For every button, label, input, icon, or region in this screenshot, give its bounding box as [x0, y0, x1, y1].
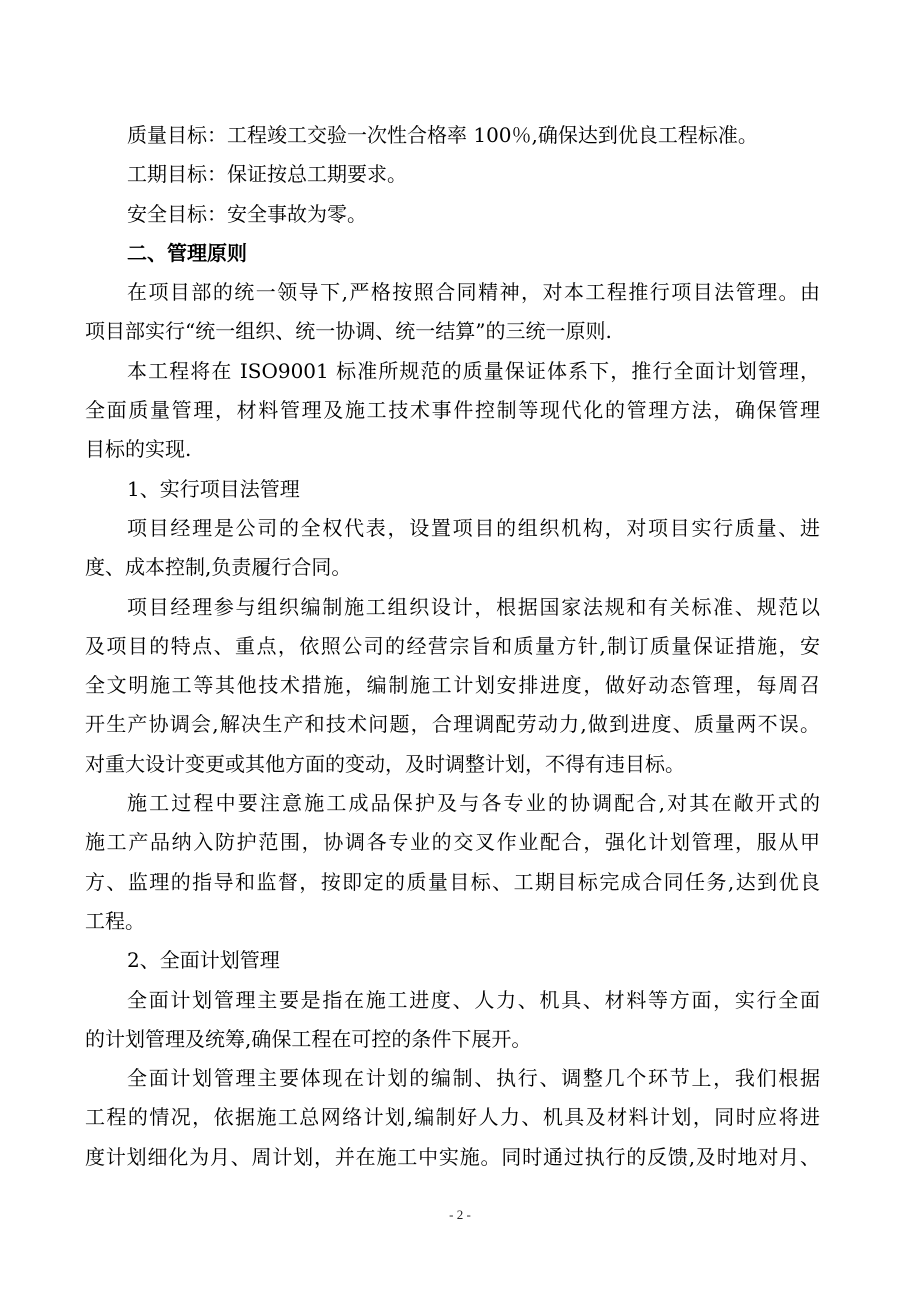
- paragraph-line: 开生产协调会,解决生产和技术问题，合理调配劳动力,做到进度、质量两不误。: [85, 712, 820, 737]
- paragraph-line: 对重大设计变更或其他方面的变动，及时调整计划，不得有违目标。: [85, 751, 685, 776]
- paragraph-line: 项目部实行“统一组织、统一协调、统一结算”的三统一原则.: [85, 319, 612, 344]
- paragraph-line: 方、监理的指导和监督，按即定的质量目标、工期目标完成合同任务,达到优良: [85, 869, 820, 894]
- schedule-goal-line: 工期目标：保证按总工期要求。: [127, 162, 407, 187]
- paragraph-line: 本工程将在 ISO9001 标准所规范的质量保证体系下，推行全面计划管理，: [127, 358, 820, 383]
- subsection-heading-project-management: 1、实行项目法管理: [127, 476, 300, 501]
- subsection-heading-overall-planning: 2、全面计划管理: [127, 948, 280, 973]
- paragraph-line: 工程的情况，依据施工总网络计划,编制好人力、机具及材料计划，同时应将进: [85, 1105, 820, 1130]
- page-number: - 2 -: [449, 1207, 471, 1222]
- paragraph-line: 及项目的特点、重点，依照公司的经营宗旨和质量方针,制订质量保证措施，安: [85, 633, 820, 658]
- paragraph-line: 全面计划管理主要是指在施工进度、人力、机具、材料等方面，实行全面: [127, 987, 820, 1012]
- paragraph-line: 工程。: [85, 908, 145, 933]
- paragraph-line: 全面质量管理，材料管理及施工技术事件控制等现代化的管理方法，确保管理: [85, 398, 820, 423]
- paragraph-line: 目标的实现.: [85, 437, 192, 462]
- document-body: [85, 116, 820, 1177]
- paragraph-line: 施工过程中要注意施工成品保护及与各专业的协调配合,对其在敞开式的: [127, 791, 820, 816]
- paragraph-line: 度、成本控制,负责履行合同。: [85, 555, 352, 580]
- section-heading-management-principles: 二、管理原则: [127, 240, 247, 265]
- paragraph-line: 在项目部的统一领导下,严格按照合同精神，对本工程推行项目法管理。由: [127, 280, 820, 305]
- safety-goal-line: 安全目标：安全事故为零。: [127, 201, 367, 226]
- paragraph-line: 项目经理是公司的全权代表，设置项目的组织机构，对项目实行质量、进: [127, 515, 820, 540]
- quality-goal-line: 质量目标：工程竣工交验一次性合格率 100％,确保达到优良工程标准。: [127, 123, 758, 147]
- paragraph-line: 施工产品纳入防护范围，协调各专业的交叉作业配合，强化计划管理，服从甲: [85, 830, 820, 855]
- paragraph-line: 项目经理参与组织编制施工组织设计，根据国家法规和有关标准、规范以: [127, 594, 820, 619]
- paragraph-line: 度计划细化为月、周计划，并在施工中实施。同时通过执行的反馈,及时地对月、: [85, 1144, 820, 1169]
- paragraph-line: 全文明施工等其他技术措施，编制施工计划安排进度，做好动态管理，每周召: [85, 673, 820, 698]
- paragraph-line: 全面计划管理主要体现在计划的编制、执行、调整几个环节上，我们根据: [127, 1066, 820, 1091]
- paragraph-line: 的计划管理及统筹,确保工程在可控的条件下展开。: [85, 1026, 532, 1051]
